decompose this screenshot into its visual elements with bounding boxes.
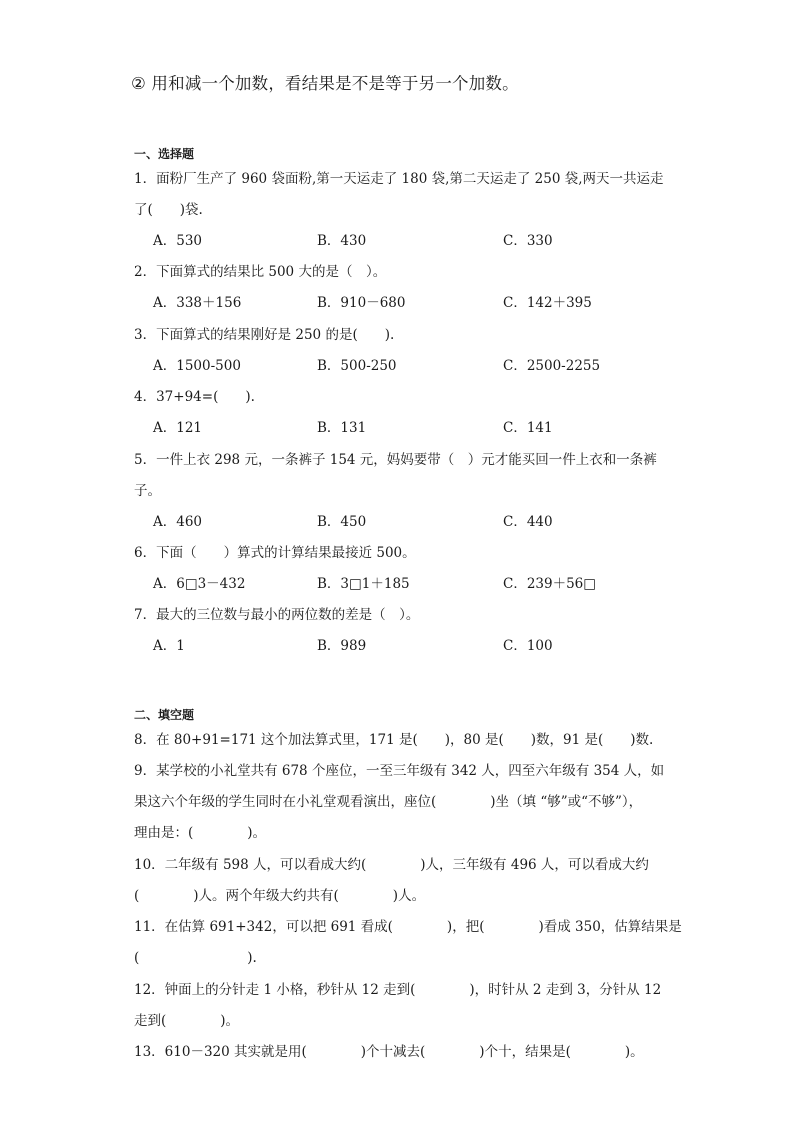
option-c: C．330	[503, 233, 553, 249]
option-a: A．1500-500	[153, 358, 241, 374]
question-text: 8．在 80+91=171 这个加法算式里，171 是( )，80 是( )数，91 是( )数.	[134, 732, 654, 748]
option-b: B．430	[317, 233, 367, 249]
option-b: B．989	[317, 638, 367, 654]
option-b: B．910－680	[317, 295, 406, 311]
question-text: 11．在估算 691+342，可以把 691 看成( )，把( )看成 350，估算结果是	[134, 919, 682, 935]
option-a: A．121	[153, 420, 203, 436]
option-c: C．100	[503, 638, 553, 654]
option-c: C．2500-2255	[503, 358, 601, 374]
question-text: 5．一件上衣 298 元，一条裤子 154 元，妈妈要带（ ）元才能买回一件上衣和一条裤	[134, 452, 657, 468]
question-text: 3．下面算式的结果刚好是 250 的是( ).	[134, 327, 395, 343]
option-c: C．142＋395	[503, 295, 592, 311]
section-title-choice: 一、选择题	[134, 147, 195, 161]
question-text: 6．下面（ ）算式的计算结果最接近 500。	[134, 545, 416, 561]
option-b: B．3□1＋185	[317, 576, 410, 592]
option-b: B．450	[317, 514, 367, 530]
question-text: 2．下面算式的结果比 500 大的是（ ）。	[134, 264, 387, 280]
option-a: A．338＋156	[153, 295, 242, 311]
option-b: B．131	[317, 420, 367, 436]
question-text: 子。	[134, 483, 161, 499]
question-text: 4．37+94=( ).	[134, 389, 255, 405]
question-text: 10．二年级有 598 人，可以看成大约( )人，三年级有 496 人，可以看成大约	[134, 857, 649, 873]
question-text: 了( )袋.	[134, 202, 203, 218]
intro-text: ② 用和减一个加数，看结果是不是等于另一个加数。	[131, 74, 519, 93]
question-text: ( )人。两个年级大约共有( )人。	[134, 888, 426, 904]
question-text: ( ).	[134, 950, 257, 966]
question-text: 13．610－320 其实就是用( )个十减去( )个十，结果是( )。	[134, 1044, 644, 1060]
question-text: 理由是：( )。	[134, 825, 267, 841]
option-a: A．460	[153, 514, 203, 530]
option-a: A．6□3－432	[153, 576, 246, 592]
question-text: 走到( )。	[134, 1013, 240, 1029]
option-c: C．239＋56□	[503, 576, 597, 592]
question-text: 7．最大的三位数与最小的两位数的差是（ ）。	[134, 607, 420, 623]
option-c: C．141	[503, 420, 553, 436]
option-a: A．530	[153, 233, 203, 249]
question-text: 1．面粉厂生产了 960 袋面粉,第一天运走了 180 袋,第二天运走了 250 袋,两天一共运走	[134, 171, 664, 187]
question-text: 12．钟面上的分针走 1 小格，秒针从 12 走到( )，时针从 2 走到 3，分针从 12	[134, 982, 662, 998]
option-b: B．500-250	[317, 358, 397, 374]
option-a: A．1	[153, 638, 185, 654]
question-text: 果这六个年级的学生同时在小礼堂观看演出，座位( )坐（填 “够”或“不够”），	[134, 794, 643, 810]
question-text: 9．某学校的小礼堂共有 678 个座位，一至三年级有 342 人，四至六年级有 354 人，如	[134, 763, 665, 779]
section-title-fill: 二、填空题	[134, 708, 195, 722]
option-c: C．440	[503, 514, 553, 530]
